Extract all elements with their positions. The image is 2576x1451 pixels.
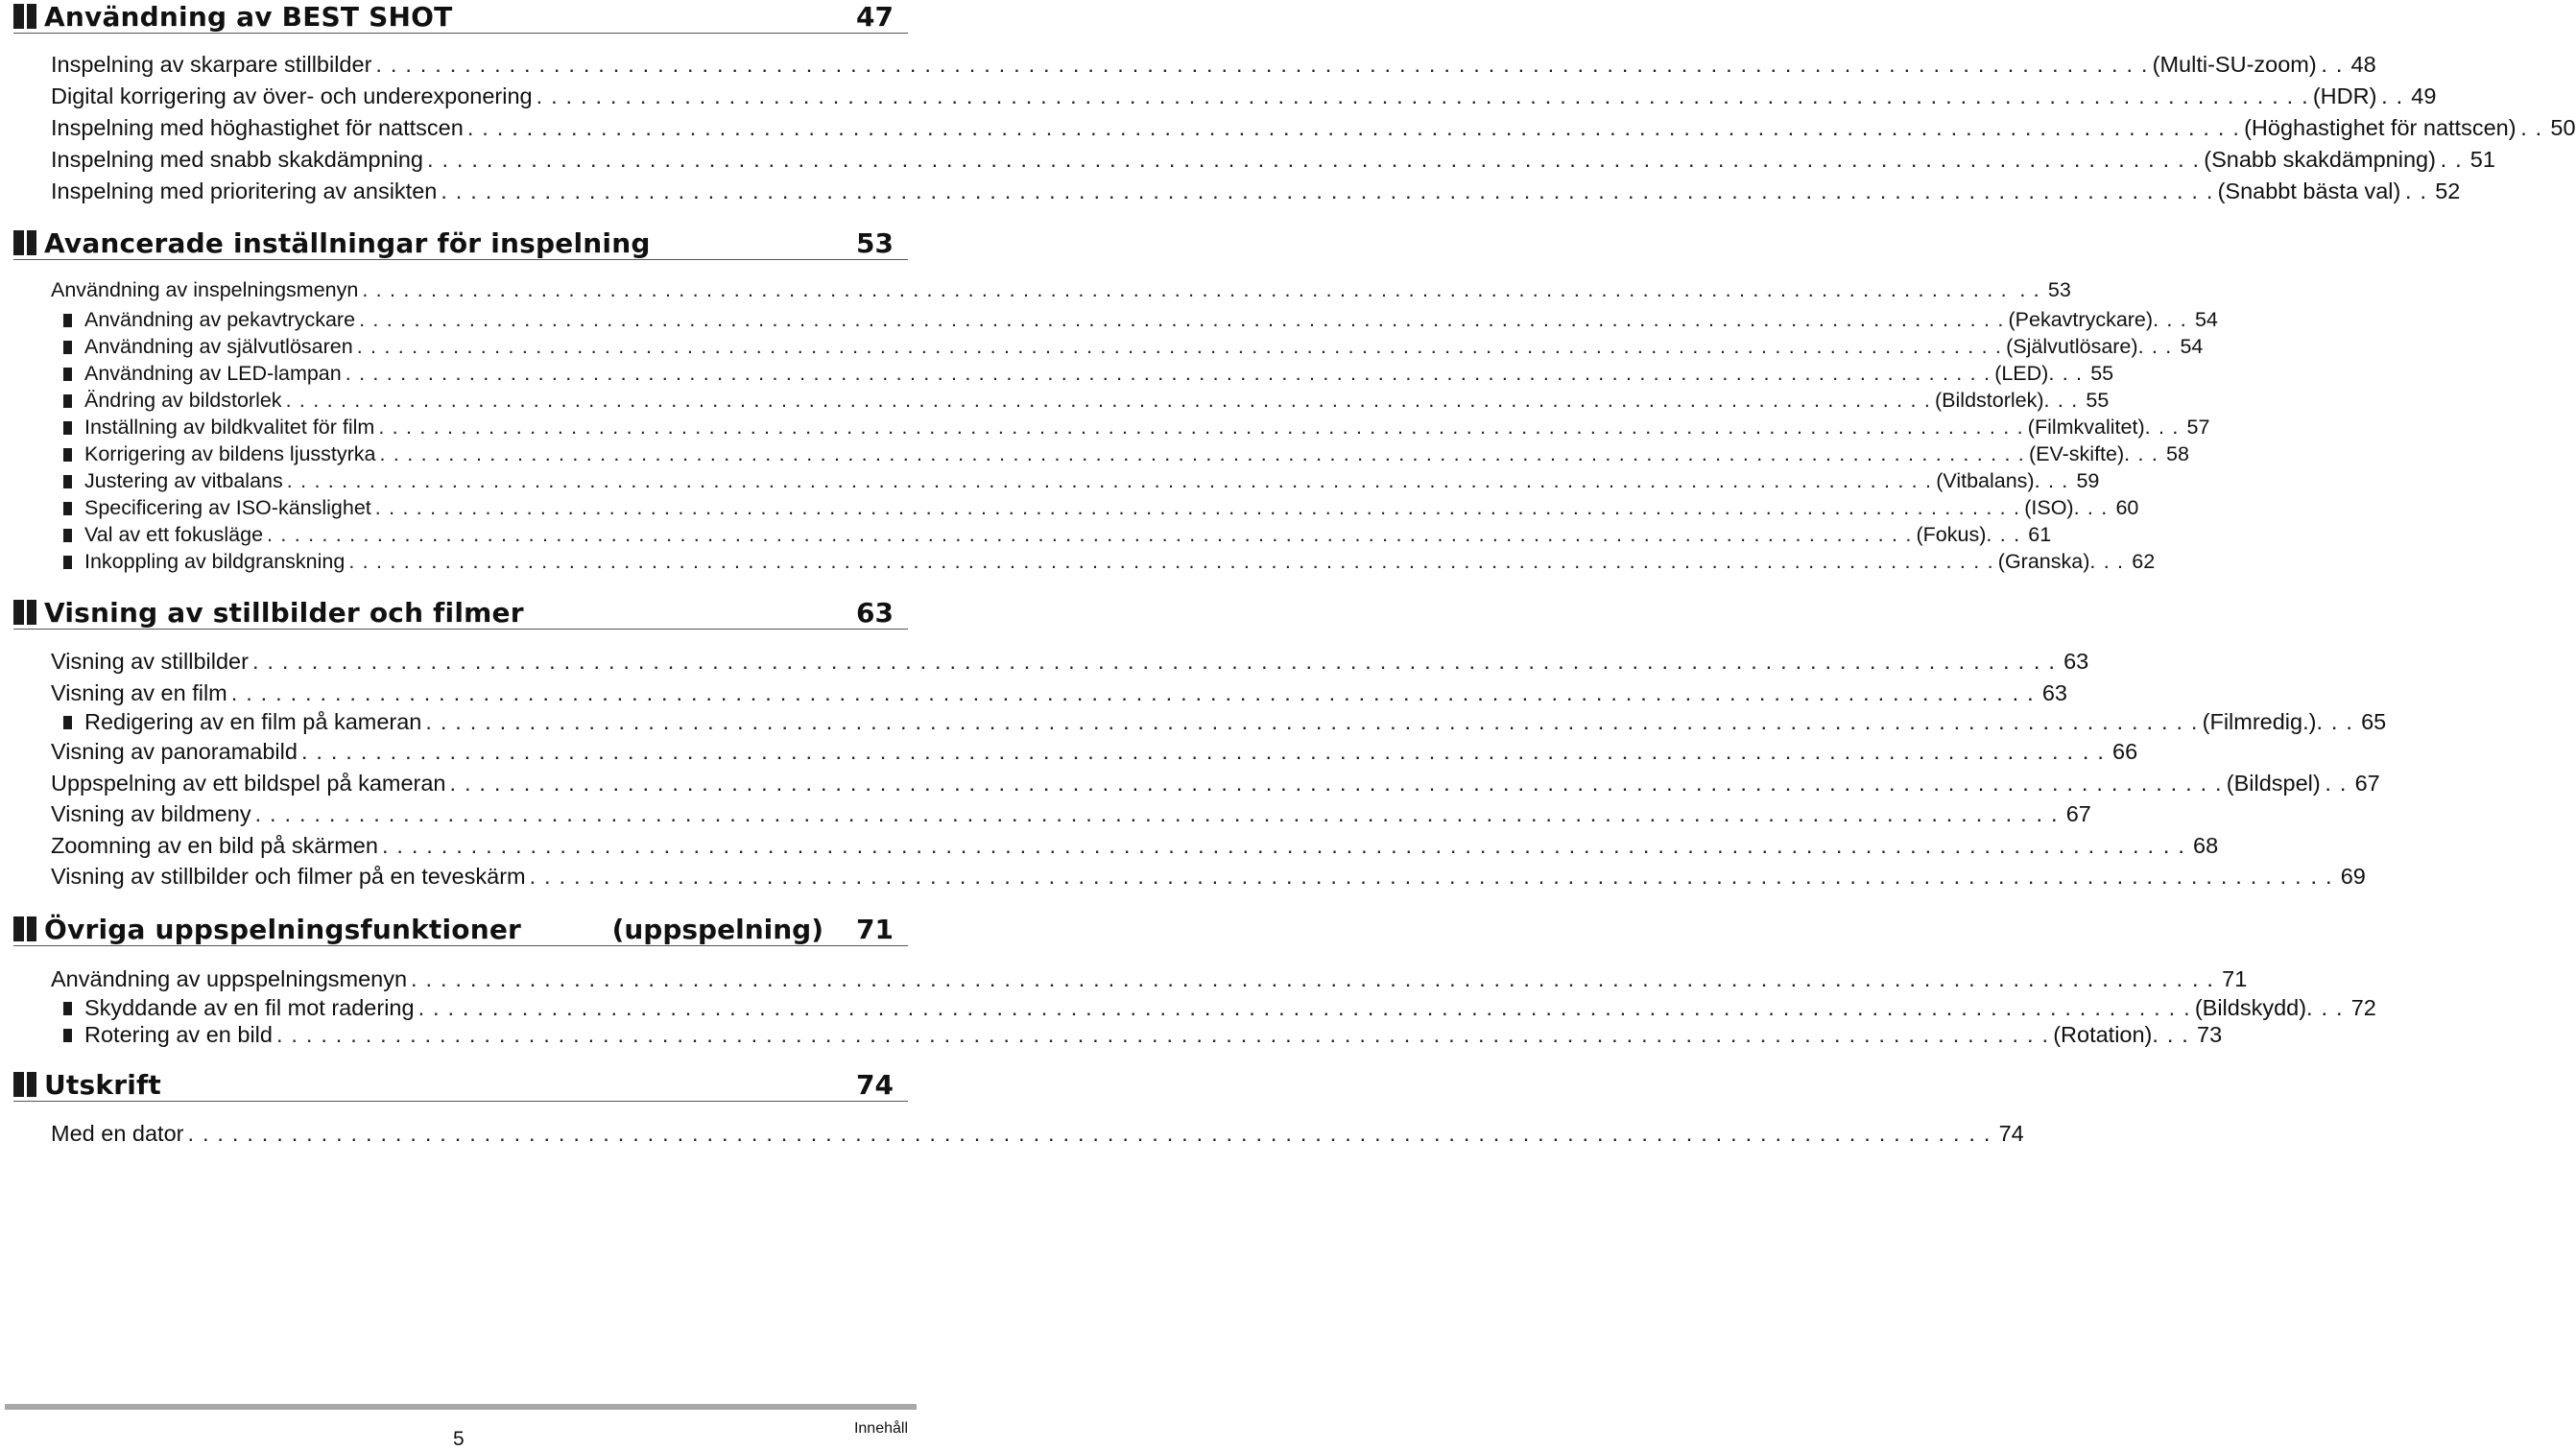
dot-leader: . . . . . . . . . . . . . . . . . . . . . . . . . . . . . . . . . . . . . . . . . . . . . . . . . . . . . . . . . . . . . . . . . . . . . . . . . . . . . . . . . . . . . . . . . . . . . . . . . . . . . . . . . . . . . . . . . . . . . . . . bbox=[230, 680, 2004, 705]
page-dot-leader: . . . bbox=[2316, 709, 2354, 734]
dot-leader: . . . . . . . . . . . . . . . . . . . . . . . . . . . . . . . . . . . . . . . . . . . . . . . . . . . . . . . . . . . . . . . . . . . . . . . . . . . . . . . . . . . . . . . . . . . . . . . . . . . . . . . . . . . . . . . . . . . . . . . . bbox=[375, 52, 2149, 77]
entry-title: Justering av vitbalans bbox=[84, 469, 283, 492]
dot-leader: . . . . . . . . . . . . . . . . . . . . . . . . . . . . . . . . . . . . . . . . . . . . . . . . . . . . . . . . . . . . . . . . . . . . . . . . . . . . . . . . . . . . . . . . . . . . . . . . . . . . . . . . . . . . . . . . . . . . . . . . bbox=[286, 469, 1933, 492]
entry-function-name: (Filmredig.) bbox=[2202, 709, 2317, 734]
entry-page-number bbox=[2159, 833, 2218, 859]
page-dot-leader: . . . bbox=[2073, 496, 2109, 519]
dot-leader: . . . . . . . . . . . . . . . . . . . . . . . . . . . . . . . . . . . . . . . . . . . . . . . . . . . . . . . . . . . . . . . . . . . . . . . . . . . . . . . . . . . . . . . . . . . . . . . . . . . . . . . . . . . . . . . . . . . . . . . . bbox=[356, 335, 2003, 358]
dot-leader: . . . . . . . . . . . . . . . . . . . . . . . . . . . . . . . . . . . . . . . . . . . . . . . . . . . . . . . . . . . . . . . . . . . . . . . . . . . . . . . . . . . . . . . . . . . . . . . . . . . . . . . . . . . . . . . . . . . . . . . . bbox=[374, 496, 2021, 519]
bullet-square-icon bbox=[63, 556, 72, 569]
entry-page-number bbox=[2089, 550, 2156, 574]
entry-title: Inkoppling av bildgranskning bbox=[84, 550, 346, 573]
section-title: Övriga uppspelningsfunktioner bbox=[44, 913, 522, 945]
entry-title: Specificering av ISO-känslighet bbox=[84, 496, 371, 519]
page-number-text: 71 bbox=[2222, 966, 2248, 991]
dot-leader: . . . . . . . . . . . . . . . . . . . . . . . . . . . . . . . . . . . . . . . . . . . . . . . . . . . . . . . . . . . . . . . . . . . . . . . . . . . . . . . . . . . . . . . . . . . . . . . . . . . . . . . . . . . . . . . . . . . . . . . . bbox=[417, 995, 2191, 1020]
section-title: Visning av stillbilder och filmer bbox=[44, 596, 524, 629]
page-number-text: 63 bbox=[2063, 649, 2089, 674]
dot-leader: . . . . . . . . . . . . . . . . . . . . . . . . . . . . . . . . . . . . . . . . . . . . . . . . . . . . . . . . . . . . . . . . . . . . . . . . . . . . . . . . . . . . . . . . . . . . . . . . . . . . . . . . . . . . . . . . . . . . . . . . bbox=[425, 709, 2199, 734]
page-number-text: 65 bbox=[2361, 709, 2387, 734]
page-dot-leader: . . . bbox=[2144, 416, 2180, 439]
toc-entry[interactable] bbox=[51, 52, 2376, 78]
footer-page-number: 5 bbox=[453, 1428, 465, 1450]
section-heading bbox=[13, 0, 908, 34]
dot-leader: . . . . . . . . . . . . . . . . . . . . . . . . . . . . . . . . . . . . . . . . . . . . . . . . . . . . . . . . . . . . . . . . . . . . . . . . . . . . . . . . . . . . . . . . . . . . . . . . . . . . . . . . . . . . . . . . . . . . . . . . bbox=[378, 416, 2024, 439]
dot-leader: . . . . . . . . . . . . . . . . . . . . . . . . . . . . . . . . . . . . . . . . . . . . . . . . . . . . . . . . . . . . . . . . . . . . . . . . . . . . . . . . . . . . . . . . . . . . . . . . . . . . . . . . . . . . . . . . . . . . . . . . bbox=[449, 771, 2223, 796]
bullet-square-icon bbox=[63, 448, 72, 462]
entry-page-number bbox=[2306, 995, 2376, 1021]
entry-page-number bbox=[2029, 649, 2088, 675]
entry-title: Användning av självutlösaren bbox=[84, 335, 353, 358]
page-dot-leader: . . bbox=[1968, 1121, 1992, 1146]
entry-function-name: (EV-skifte) bbox=[2028, 442, 2125, 465]
toc-entry[interactable] bbox=[51, 739, 2138, 765]
section-marker-icon bbox=[13, 4, 36, 29]
page-number-text: 57 bbox=[2186, 416, 2210, 439]
toc-subentry[interactable] bbox=[63, 335, 2204, 359]
page-dot-leader: . . bbox=[2325, 771, 2348, 796]
entry-title: Inspelning med snabb skakdämpning bbox=[51, 147, 424, 172]
entry-page-number bbox=[2048, 362, 2114, 386]
toc-subentry[interactable] bbox=[63, 1022, 2223, 1048]
entry-title: Användning av pekavtryckare bbox=[84, 308, 356, 331]
entry-title: Visning av panoramabild bbox=[51, 739, 298, 764]
page-number-text: 73 bbox=[2197, 1022, 2223, 1047]
entry-page-number bbox=[2032, 801, 2091, 827]
page-dot-leader: . . bbox=[2082, 739, 2106, 764]
entry-page-number bbox=[2043, 389, 2110, 413]
toc-entry[interactable] bbox=[51, 801, 2091, 827]
entry-title: Korrigering av bildens ljusstyrka bbox=[84, 442, 376, 465]
entry-function-name: (Bildskydd) bbox=[2194, 995, 2307, 1020]
toc-entry[interactable] bbox=[51, 833, 2219, 859]
page-dot-leader: . . bbox=[2520, 115, 2543, 140]
toc-subentry[interactable] bbox=[63, 523, 2052, 547]
entry-title: Användning av LED-lampan bbox=[84, 362, 342, 385]
bullet-square-icon bbox=[63, 368, 72, 381]
entry-function-name: (Pekavtryckare) bbox=[2008, 308, 2154, 331]
entry-title: Inspelning med höghastighet för nattscen bbox=[51, 115, 464, 140]
page-number-text: 55 bbox=[2086, 389, 2110, 412]
entry-page-number bbox=[2187, 966, 2247, 992]
entry-function-name: (Snabbt bästa val) bbox=[2217, 178, 2401, 203]
entry-title: Visning av bildmeny bbox=[51, 801, 251, 826]
page-dot-leader: . . . bbox=[2089, 550, 2125, 573]
entry-title: Inspelning med prioritering av ansikten bbox=[51, 178, 438, 203]
page-dot-leader: . . . bbox=[2152, 1022, 2190, 1047]
section-heading bbox=[13, 1068, 908, 1102]
page-dot-leader: . . bbox=[2440, 147, 2463, 172]
toc-subentry[interactable] bbox=[63, 469, 2100, 493]
dot-leader: . . . . . . . . . . . . . . . . . . . . . . . . . . . . . . . . . . . . . . . . . . . . . . . . . . . . . . . . . . . . . . . . . . . . . . . . . . . . . . . . . . . . . . . . . . . . . . . . . . . . . . . . . . . . . . . . . . . . . . . . bbox=[441, 178, 2214, 203]
bullet-square-icon bbox=[63, 475, 72, 488]
section-marker-icon bbox=[13, 600, 36, 625]
page-dot-leader: . . bbox=[2012, 680, 2035, 705]
toc-subentry[interactable] bbox=[63, 389, 2110, 413]
section-marker-icon bbox=[13, 230, 36, 255]
dot-leader: . . . . . . . . . . . . . . . . . . . . . . . . . . . . . . . . . . . . . . . . . . . . . . . . . . . . . . . . . . . . . . . . . . . . . . . . . . . . . . . . . . . . . . . . . . . . . . . . . . . . . . . . . . . . . . . . . . . . . . . . bbox=[187, 1121, 1961, 1146]
entry-function-name: (LED) bbox=[1994, 362, 2049, 385]
page-number-text: 60 bbox=[2115, 496, 2139, 519]
entry-page-number bbox=[2124, 442, 2189, 466]
section-marker-icon bbox=[13, 916, 36, 941]
page-number-text: 61 bbox=[2028, 523, 2052, 546]
entry-title: Med en dator bbox=[51, 1121, 184, 1146]
toc-entry[interactable] bbox=[51, 115, 2576, 141]
page-number-text: 59 bbox=[2076, 469, 2100, 492]
page-number-text: 51 bbox=[2469, 147, 2495, 172]
entry-page-number bbox=[2144, 416, 2210, 440]
entry-title: Ändring av bildstorlek bbox=[84, 389, 282, 412]
page-number-text: 55 bbox=[2090, 362, 2114, 385]
toc-entry[interactable] bbox=[51, 178, 2461, 204]
page-dot-leader: . . . bbox=[2153, 308, 2187, 331]
section-heading bbox=[13, 913, 908, 946]
dot-leader: . . . . . . . . . . . . . . . . . . . . . . . . . . . . . . . . . . . . . . . . . . . . . . . . . . . . . . . . . . . . . . . . . . . . . . . . . . . . . . . . . . . . . . . . . . . . . . . . . . . . . . . . . . . . . . . . . . . . . . . . bbox=[381, 833, 2156, 858]
entry-function-name: (Vitbalans) bbox=[1936, 469, 2035, 492]
page-dot-leader: . . . bbox=[2048, 362, 2084, 385]
dot-leader: . . . . . . . . . . . . . . . . . . . . . . . . . . . . . . . . . . . . . . . . . . . . . . . . . . . . . . . . . . . . . . . . . . . . . . . . . . . . . . . . . . . . . . . . . . . . . . . . . . . . . . . . . . . . . . . . . . . . . . . . bbox=[251, 649, 2026, 674]
dot-leader: . . . . . . . . . . . . . . . . . . . . . . . . . . . . . . . . . . . . . . . . . . . . . . . . . . . . . . . . . . . . . . . . . . . . . . . . . . . . . . . . . . . . . . . . . . . . . . . . . . . . . . . . . . . . . . . . . . . . . . . . bbox=[285, 389, 1932, 412]
entry-function-name: (HDR) bbox=[2312, 83, 2377, 108]
entry-function-name: (ISO) bbox=[2024, 496, 2074, 519]
bullet-square-icon bbox=[63, 394, 72, 408]
page-number-text: 48 bbox=[2350, 52, 2376, 77]
page-dot-leader: . . bbox=[2405, 178, 2428, 203]
section-title: Utskrift bbox=[44, 1068, 161, 1101]
entry-title: Redigering av en film på kameran bbox=[84, 709, 422, 734]
entry-function-name: (Höghastighet för nattscen) bbox=[2244, 115, 2516, 140]
entry-function-name: (Filmkvalitet) bbox=[2027, 416, 2145, 439]
entry-page-number bbox=[2073, 496, 2139, 520]
page-number-text: 49 bbox=[2411, 83, 2437, 108]
entry-page-number bbox=[2316, 709, 2387, 735]
page-dot-leader: . . . bbox=[1986, 523, 2021, 546]
page-dot-leader: . . bbox=[2321, 52, 2344, 77]
dot-leader: . . . . . . . . . . . . . . . . . . . . . . . . . . . . . . . . . . . . . . . . . . . . . . . . . . . . . . . . . . . . . . . . . . . . . . . . . . . . . . . . . . . . . . . . . . . . . . . . . . . . . . . . . . . . . . . . . . . . . . . . bbox=[379, 442, 2025, 465]
page-dot-leader: . . bbox=[2036, 801, 2059, 826]
toc-entry[interactable] bbox=[51, 864, 2366, 890]
dot-leader: . . . . . . . . . . . . . . . . . . . . . . . . . . . . . . . . . . . . . . . . . . . . . . . . . . . . . . . . . . . . . . . . . . . . . . . . . . . . . . . . . . . . . . . . . . . . . . . . . . . . . . . . . . . . . . . . . . . . . . . . bbox=[275, 1022, 2050, 1047]
entry-title: Användning av uppspelningsmenyn bbox=[51, 966, 408, 991]
entry-function-name: (Rotation) bbox=[2053, 1022, 2153, 1047]
toc-entry[interactable] bbox=[51, 966, 2248, 992]
page-number-text: 72 bbox=[2350, 995, 2376, 1020]
bullet-square-icon bbox=[63, 529, 72, 542]
toc-entry[interactable] bbox=[51, 649, 2089, 675]
entry-function-name: (Snabb skakdämpning) bbox=[2204, 147, 2436, 172]
toc-entry[interactable] bbox=[51, 1121, 2024, 1147]
section-page-number: 53 bbox=[856, 226, 894, 259]
page-dot-leader: . . . bbox=[2124, 442, 2159, 465]
dot-leader: . . . . . . . . . . . . . . . . . . . . . . . . . . . . . . . . . . . . . . . . . . . . . . . . . . . . . . . . . . . . . . . . . . . . . . . . . . . . . . . . . . . . . . . . . . . . . . . . . . . . . . . . . . . . . . . . . . . . . . . . bbox=[362, 278, 2008, 301]
toc-entry[interactable] bbox=[51, 680, 2067, 706]
toc-entry[interactable] bbox=[51, 147, 2495, 173]
bullet-square-icon bbox=[63, 341, 72, 354]
entry-title: Inställning av bildkvalitet för film bbox=[84, 416, 375, 439]
entry-function-name: (Granska) bbox=[1997, 550, 2090, 573]
dot-leader: . . . . . . . . . . . . . . . . . . . . . . . . . . . . . . . . . . . . . . . . . . . . . . . . . . . . . . . . . . . . . . . . . . . . . . . . . . . . . . . . . . . . . . . . . . . . . . . . . . . . . . . . . . . . . . . . . . . . . . . . bbox=[267, 523, 1913, 546]
entry-title: Val av ett fokusläge bbox=[84, 523, 264, 546]
entry-title: Digital korrigering av över- och underexponering bbox=[51, 83, 533, 108]
page-dot-leader: . . bbox=[2033, 649, 2057, 674]
section-page-number: 71 bbox=[856, 913, 894, 945]
entry-page-number bbox=[1986, 523, 2052, 547]
footer-divider bbox=[5, 1404, 917, 1410]
section-subtitle: (uppspelning) bbox=[611, 913, 823, 945]
page-number-text: 67 bbox=[2065, 801, 2091, 826]
page-number-text: 53 bbox=[2047, 278, 2071, 301]
entry-page-number bbox=[2152, 1022, 2223, 1048]
entry-page-number bbox=[2321, 771, 2380, 797]
entry-page-number bbox=[2078, 739, 2137, 765]
toc-subentry[interactable] bbox=[63, 709, 2387, 735]
entry-title: Användning av inspelningsmenyn bbox=[51, 278, 359, 301]
page-number-text: 62 bbox=[2132, 550, 2156, 573]
page-dot-leader: . . . bbox=[2043, 389, 2079, 412]
entry-function-name: (Bildspel) bbox=[2226, 771, 2321, 796]
section-page-number: 74 bbox=[856, 1068, 894, 1101]
dot-leader: . . . . . . . . . . . . . . . . . . . . . . . . . . . . . . . . . . . . . . . . . . . . . . . . . . . . . . . . . . . . . . . . . . . . . . . . . . . . . . . . . . . . . . . . . . . . . . . . . . . . . . . . . . . . . . . . . . . . . . . . bbox=[427, 147, 2201, 172]
section-heading bbox=[13, 596, 908, 630]
entry-page-number bbox=[2376, 83, 2436, 109]
page-number-text: 69 bbox=[2340, 864, 2366, 889]
section-title: Användning av BEST SHOT bbox=[44, 0, 453, 33]
dot-leader: . . . . . . . . . . . . . . . . . . . . . . . . . . . . . . . . . . . . . . . . . . . . . . . . . . . . . . . . . . . . . . . . . . . . . . . . . . . . . . . . . . . . . . . . . . . . . . . . . . . . . . . . . . . . . . . . . . . . . . . . bbox=[529, 864, 2302, 889]
dot-leader: . . . . . . . . . . . . . . . . . . . . . . . . . . . . . . . . . . . . . . . . . . . . . . . . . . . . . . . . . . . . . . . . . . . . . . . . . . . . . . . . . . . . . . . . . . . . . . . . . . . . . . . . . . . . . . . . . . . . . . . . bbox=[345, 362, 1992, 385]
entry-title: Skyddande av en fil mot radering bbox=[84, 995, 415, 1020]
entry-page-number bbox=[2034, 469, 2100, 493]
bullet-square-icon bbox=[63, 421, 72, 435]
section-marker-icon bbox=[13, 1072, 36, 1097]
page-number-text: 58 bbox=[2166, 442, 2189, 465]
page-number-text: 54 bbox=[2180, 335, 2204, 358]
dot-leader: . . . . . . . . . . . . . . . . . . . . . . . . . . . . . . . . . . . . . . . . . . . . . . . . . . . . . . . . . . . . . . . . . . . . . . . . . . . . . . . . . . . . . . . . . . . . . . . . . . . . . . . . . . . . . . . . . . . . . . . . bbox=[254, 801, 2028, 826]
page-number-text: 52 bbox=[2435, 178, 2461, 203]
entry-title: Visning av stillbilder bbox=[51, 649, 249, 674]
entry-title: Visning av en film bbox=[51, 680, 227, 705]
toc-subentry[interactable] bbox=[63, 995, 2376, 1021]
toc-subentry[interactable] bbox=[63, 496, 2139, 520]
page-number-text: 67 bbox=[2354, 771, 2380, 796]
dot-leader: . . . . . . . . . . . . . . . . . . . . . . . . . . . . . . . . . . . . . . . . . . . . . . . . . . . . . . . . . . . . . . . . . . . . . . . . . . . . . . . . . . . . . . . . . . . . . . . . . . . . . . . . . . . . . . . . . . . . . . . . bbox=[300, 739, 2075, 764]
page-dot-leader: . . bbox=[2162, 833, 2186, 858]
page-number-text: 50 bbox=[2550, 115, 2576, 140]
entry-function-name: (Multi-SU-zoom) bbox=[2152, 52, 2317, 77]
page-dot-leader: . . bbox=[2019, 278, 2040, 301]
entry-page-number bbox=[2306, 864, 2366, 890]
section-title: Avancerade inställningar för inspelning bbox=[44, 226, 651, 259]
page-dot-leader: . . . bbox=[2306, 995, 2344, 1020]
page-dot-leader: . . . bbox=[2137, 335, 2173, 358]
section-heading bbox=[13, 226, 908, 260]
dot-leader: . . . . . . . . . . . . . . . . . . . . . . . . . . . . . . . . . . . . . . . . . . . . . . . . . . . . . . . . . . . . . . . . . . . . . . . . . . . . . . . . . . . . . . . . . . . . . . . . . . . . . . . . . . . . . . . . . . . . . . . . bbox=[348, 550, 1994, 573]
page-number-text: 66 bbox=[2112, 739, 2138, 764]
entry-page-number bbox=[2516, 115, 2576, 141]
entry-title: Uppspelning av ett bildspel på kameran bbox=[51, 771, 446, 796]
toc-subentry[interactable] bbox=[63, 550, 2156, 574]
page-number-text: 74 bbox=[1998, 1121, 2024, 1146]
toc-subentry[interactable] bbox=[63, 416, 2210, 440]
entry-title: Zoomning av en bild på skärmen bbox=[51, 833, 378, 858]
entry-function-name: (Fokus) bbox=[1916, 523, 1987, 546]
bullet-square-icon bbox=[63, 716, 72, 729]
page-dot-leader: . . . bbox=[2034, 469, 2069, 492]
entry-function-name: (Bildstorlek) bbox=[1935, 389, 2044, 412]
toc-subentry[interactable] bbox=[63, 442, 2189, 466]
entry-title: Inspelning av skarpare stillbilder bbox=[51, 52, 372, 77]
page-number-text: 54 bbox=[2194, 308, 2218, 331]
bullet-square-icon bbox=[63, 1029, 72, 1042]
bullet-square-icon bbox=[63, 1002, 72, 1015]
entry-title: Visning av stillbilder och filmer på en teveskärm bbox=[51, 864, 526, 889]
entry-page-number bbox=[2400, 178, 2460, 204]
toc-entry[interactable] bbox=[51, 278, 2071, 302]
toc-subentry[interactable] bbox=[63, 362, 2114, 386]
entry-page-number bbox=[2317, 52, 2376, 78]
entry-page-number bbox=[2436, 147, 2495, 173]
page-dot-leader: . . bbox=[2191, 966, 2215, 991]
entry-title: Rotering av en bild bbox=[84, 1022, 273, 1047]
entry-page-number bbox=[2012, 278, 2071, 302]
section-page-number: 63 bbox=[856, 596, 894, 629]
entry-page-number bbox=[2153, 308, 2218, 332]
page-number-text: 63 bbox=[2041, 680, 2067, 705]
dot-leader: . . . . . . . . . . . . . . . . . . . . . . . . . . . . . . . . . . . . . . . . . . . . . . . . . . . . . . . . . . . . . . . . . . . . . . . . . . . . . . . . . . . . . . . . . . . . . . . . . . . . . . . . . . . . . . . . . . . . . . . . bbox=[411, 966, 2184, 991]
page-dot-leader: . . bbox=[2381, 83, 2404, 108]
entry-page-number bbox=[1965, 1121, 2024, 1147]
page-number-text: 68 bbox=[2193, 833, 2219, 858]
bullet-square-icon bbox=[63, 314, 72, 327]
toc-entry[interactable] bbox=[51, 771, 2380, 797]
page-dot-leader: . . bbox=[2310, 864, 2333, 889]
entry-function-name: (Självutlösare) bbox=[2006, 335, 2138, 358]
toc-subentry[interactable] bbox=[63, 308, 2218, 332]
footer-label: Innehåll bbox=[853, 1420, 908, 1437]
dot-leader: . . . . . . . . . . . . . . . . . . . . . . . . . . . . . . . . . . . . . . . . . . . . . . . . . . . . . . . . . . . . . . . . . . . . . . . . . . . . . . . . . . . . . . . . . . . . . . . . . . . . . . . . . . . . . . . . . . . . . . . . bbox=[359, 308, 2005, 331]
section-page-number: 47 bbox=[856, 0, 894, 33]
entry-page-number bbox=[2008, 680, 2067, 706]
dot-leader: . . . . . . . . . . . . . . . . . . . . . . . . . . . . . . . . . . . . . . . . . . . . . . . . . . . . . . . . . . . . . . . . . . . . . . . . . . . . . . . . . . . . . . . . . . . . . . . . . . . . . . . . . . . . . . . . . . . . . . . . bbox=[536, 83, 2309, 108]
bullet-square-icon bbox=[63, 502, 72, 515]
entry-page-number bbox=[2137, 335, 2204, 359]
dot-leader: . . . . . . . . . . . . . . . . . . . . . . . . . . . . . . . . . . . . . . . . . . . . . . . . . . . . . . . . . . . . . . . . . . . . . . . . . . . . . . . . . . . . . . . . . . . . . . . . . . . . . . . . . . . . . . . . . . . . . . . . bbox=[466, 115, 2241, 140]
toc-entry[interactable] bbox=[51, 83, 2437, 109]
